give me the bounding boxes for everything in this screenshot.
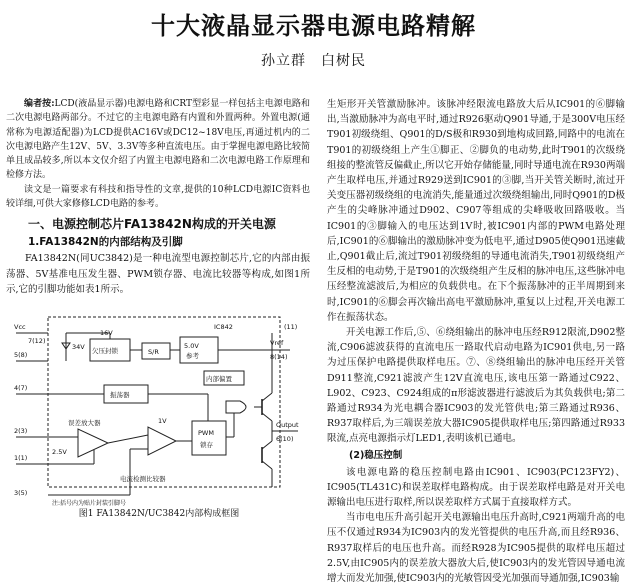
editor-note-label: 编者按: <box>24 99 55 109</box>
left-column <box>6 97 310 297</box>
ea-to-comp <box>108 435 148 443</box>
comp-label: 电流检测比较器 <box>120 475 166 483</box>
block-diagram-figure <box>8 309 310 509</box>
v16-label: 16V <box>100 329 113 337</box>
pin4-label: 4(7) <box>14 384 28 392</box>
pin3-label: 3(5) <box>14 489 28 497</box>
right-paragraph-2: 开关电源工作后,⑤、⑥绕组输出的脉冲电压经R912限流,D902整流,C906滤波获得的直流电压一路取代启动电路为IC901供电,另一路为过压保护电路提供取样电压。⑦、⑧绕组输出的脉冲电压经开关管D911整流,C921滤波产生12V直流电压,该电压第一路通过C922、L902、C923、C924组成的π形滤波器进行滤波后为其负载供电;第二路通过R934为光电耦合器IC903的发光管供电;第三路通过R936、R937取样后,为三端误差放大器IC905提供取样电压;第四路通过R933限流,点亮电源指示灯LED1,表明该机已通电。 <box>327 327 625 445</box>
pin8-label: 8(14) <box>270 353 288 361</box>
right-paragraph-3: 该电源电路的稳压控制电路由IC901、IC903(PC123FY2)、IC905(TL431C)和误差取样电路构成。由于误差取样电路是对开关电源输出电压进行取样,所以误差取样方式属于直接取样方式。 <box>327 466 625 509</box>
pin6-label: 6(10) <box>276 435 294 443</box>
output-gate <box>226 401 246 413</box>
lo-collector <box>262 441 272 449</box>
latch-label: 锁存 <box>200 441 213 449</box>
pin7-label: 7(12) <box>28 337 46 345</box>
editor-note <box>6 97 310 183</box>
editor-note-text: LCD(液晶显示器)电源电路和CRT型彩显一样包括主电源电路和二次电源电路两部分。不过它的主电源电路有内置和外置两种。外置电源(通常称为电源适配器)为LCD提供AC16V或DC12~18V电压,再通过机内的二次电源电路产生12V、5V、3.3V等多种直流电压。由于掌握电源电路比较简单且成品较多,所以本文仅介绍了内置主电源电路和二次电源电路工作原理和检修方法。 <box>6 99 310 181</box>
vref-out-label: Vref <box>270 339 284 347</box>
section-heading: 一、电源控制芯片FA13842N构成的开关电源 <box>28 217 276 232</box>
pwm-label: PWM <box>198 429 214 437</box>
hi-emitter <box>262 413 272 421</box>
v25-label: 2.5V <box>52 448 67 456</box>
section-paragraph: FA13842N(同UC3842)是一种电流型电源控制芯片,它的内部由振荡器、5V基准电压发生器、PWM锁存器、电流比较器等构成,如图1所示,它的引脚功能如表1所示。 <box>6 253 310 295</box>
uvlo-label: 欠压封锁 <box>92 347 118 355</box>
v1-label: 1V <box>158 417 167 425</box>
pin2-label: 2(3) <box>14 427 28 435</box>
oscillator-label: 振荡器 <box>110 391 130 399</box>
right-paragraph-4: 当市电电压升高引起开关电源输出电压升高时,C921两端升高的电压不仅通过R934为IC903内的发光管提供的电压升高,而且经R936、R937取样后的电压也升高。而经R928为IC905提供的取样电压超过2.5V,由IC905内的误差放大器放大后,使IC903内的发光管因导通电流增大而发光加强,使IC903内的光敏管因受光加强而导通加强,IC903输 <box>327 512 625 585</box>
vcc-label: Vcc <box>14 323 26 331</box>
editor-note-2: 读文是一篇要求有科技和指导性的文章,提供的10种LCD电源IC资料也较详细,可供大家修修LCD电路的参考。 <box>6 184 310 210</box>
right-paragraph-1: 生矩形开关管激励脉冲。该脉冲经限流电路放大后从IC901的⑥脚输出,当激励脉冲为高电平时,通过R926驱动Q901导通,于是300V电压经T901初级绕组、Q901的D/S极和R930到地构成回路,同路中的电流在T901的初级绕组上产生①脚正、②脚负的电动势,此时T901的次级绕组接的整流管反偏截止,所以它开始存储能量,同时导通电流在R930两端产生取样电压,并通过R929送到IC901的③脚,当开关管关断时,流过开关变压器初级绕组的电流消失,能量通过次级绕组输出,同时Q901的D极产生的尖峰脉冲通过D902、C907等组成的尖峰吸收回路吸收。当IC901的③脚输入的电压达到1V时,被IC901内部的PWM电路处理后,IC901的⑥脚输出的激励脉冲变为低电平,通过D905使Q901迅速截止,Q901截止后,流过T901初级绕组的导通电流消失,T901初级绕组产生反相的电动势,于是T901的次级绕组产生反相的脉冲电压,这些脉冲电压经整流滤波后,为相应的负载供电。在下个振荡脉冲的正半周期到来时,IC901的⑥脚会再次输出高电平激励脉冲,重复以上过程,开关电源工作在振荡状态。 <box>327 99 625 323</box>
current-comparator <box>148 427 176 455</box>
lo-emitter <box>262 461 272 469</box>
sr-label: S/R <box>148 348 159 356</box>
article-title: 十大液晶显示器电源电路精解 <box>151 12 476 40</box>
subsection-heading: 1.FA13842N的内部结构及引脚 <box>28 236 183 249</box>
pwm-latch <box>192 421 226 455</box>
figure-caption: 图1 FA13842N/UC3842内部构成框图 <box>78 509 240 519</box>
ic-label: IC842 <box>214 323 233 331</box>
zener-34v-label: 34V <box>72 343 85 351</box>
hi-collector <box>262 393 272 401</box>
figure-note: 注:括号内为贴片封装引脚号 <box>52 500 127 507</box>
right-column <box>327 97 625 586</box>
error-amp-label: 误差放大器 <box>68 419 101 427</box>
article-authors: 孙立群 白树民 <box>261 53 366 69</box>
output-label: Output <box>276 421 299 429</box>
vref-label: 5.0V <box>184 342 199 350</box>
right-subheading: (2)稳压控制 <box>349 449 403 461</box>
bias-label: 内部偏置 <box>206 375 232 383</box>
block-diagram <box>8 309 310 509</box>
pin6-top-label: (11) <box>284 323 298 331</box>
pin1-label: 1(1) <box>14 454 28 462</box>
vref-label-2: 参考 <box>186 352 199 360</box>
error-amplifier <box>78 429 108 457</box>
pin5-label: 5(8) <box>14 351 28 359</box>
